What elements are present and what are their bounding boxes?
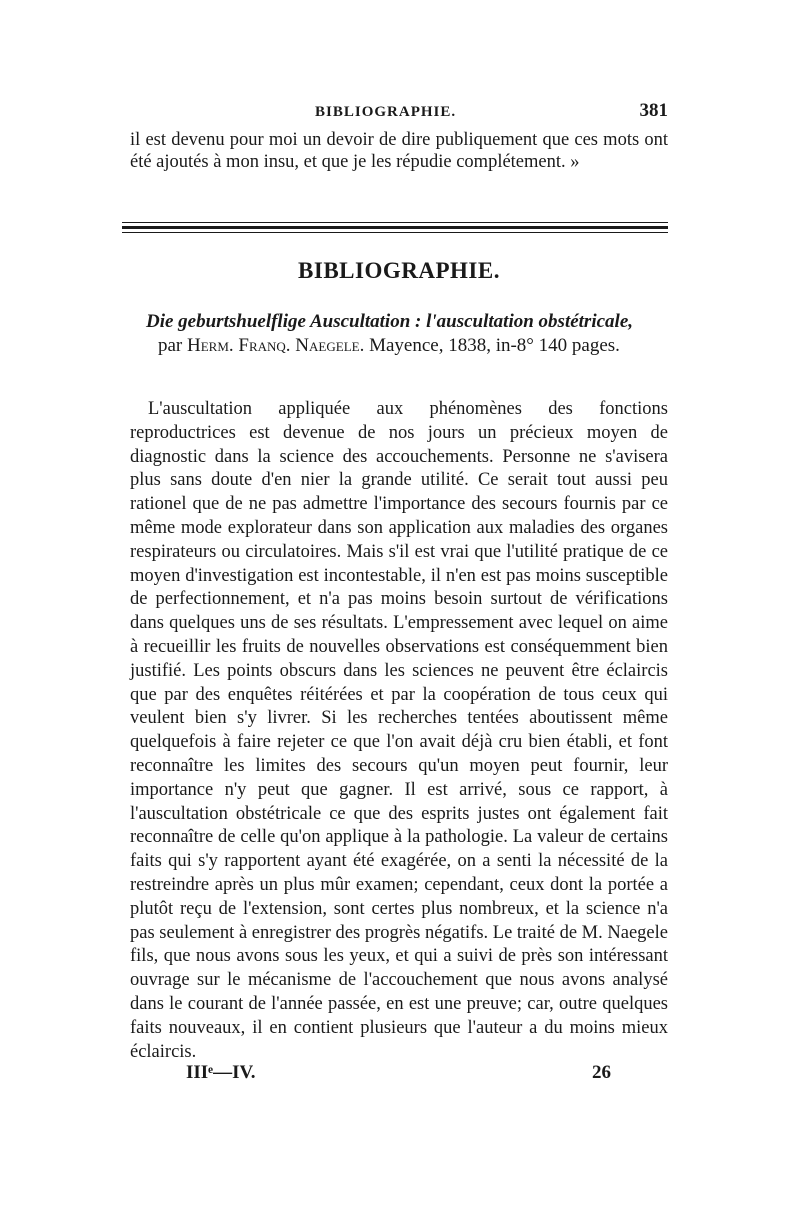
running-head	[130, 100, 668, 126]
page-footer	[130, 1062, 668, 1088]
body-paragraph: L'auscultation appliquée aux phénomènes des fonctions reproductrices est devenue de nos jours un précieux moyen de diagnostic dans la science des accouchements. Personne ne s'avisera plus sans doute d'en nier la grande utilité. Ce serait tout aussi peu rationel que de ne pas admettre l'importance des secours fournis par ce même mode explorateur dans son application aux maladies des organes respirateurs ou circulatoires. Mais s'il est vrai que l'utilité pratique de ce moyen d'investigation est incontestable, il n'en est pas moins susceptible de perfectionnement, et n'a pas moins besoin surtout de vérifications dans quelques uns de ses résultats. L'empressement avec lequel on aime à recueillir les fruits de nouvelles observations est conséquemment bien justifié. Les points obscurs dans les sciences ne peuvent être éclaircis que par des enquêtes réitérées et par la coopération de tous ceux qui veulent bien s'y livrer. Si les recherches tentées aboutissent même quelquefois à faire rejeter ce que l'on avait déjà cru bien établi, et font reconnaître les limites des secours qu'un moyen peut fournir, leur importance n'y peut que gagner. Il est arrivé, sous ce rapport, à l'auscultation obstétricale ce que des esprits justes ont également fait reconnaître de celle qu'on applique à la pathologie. La valeur de certains faits qui s'y rapportent ayant été exagérée, on a senti la nécessité de la restreindre après un plus mûr examen; cependant, ceux dont la portée a plutôt reçu de l'extension, sont certes plus nombreux, et la science n'a pas seulement à enregistrer des progrès négatifs. Le traité de M. Naegele fils, que nous avons sous les yeux, et qui a suivi de près son intéressant ouvrage sur le mécanisme de l'accouchement que nous avons analysé dans le courant de l'année passée, en est une preuve; car, outre quelques faits nouveaux, il en contient plusieurs que l'auteur a du moins mieux éclaircis.	[130, 399, 668, 1062]
carry-over-paragraph	[130, 130, 668, 173]
author-name: Herm. Franq. Naegele.	[187, 335, 365, 356]
review-body	[130, 398, 668, 1064]
separator-rule-top	[122, 222, 668, 223]
section-title: BIBLIOGRAPHIE.	[298, 258, 500, 283]
bibliographic-citation	[146, 310, 668, 358]
carry-over-text: il est devenu pour moi un devoir de dire publiquement que ces mots ont été ajoutés à mon insu, et que je les répudie complétement. »	[130, 130, 668, 172]
separator-rule-bottom	[122, 232, 668, 233]
work-title: Die geburtshuelflige Auscultation : l'auscultation obstétricale,	[146, 311, 634, 332]
imprint: Mayence, 1838, in-8° 140 pages.	[369, 335, 620, 356]
gathering-number: 26	[592, 1062, 611, 1083]
citation-by: par	[158, 335, 183, 356]
page-number: 381	[639, 100, 668, 121]
signature-mark: IIIᵉ—IV.	[186, 1062, 256, 1083]
citation-imprint-line	[146, 334, 668, 358]
running-title: BIBLIOGRAPHIE.	[315, 104, 457, 120]
separator-rule-thick	[122, 226, 668, 229]
